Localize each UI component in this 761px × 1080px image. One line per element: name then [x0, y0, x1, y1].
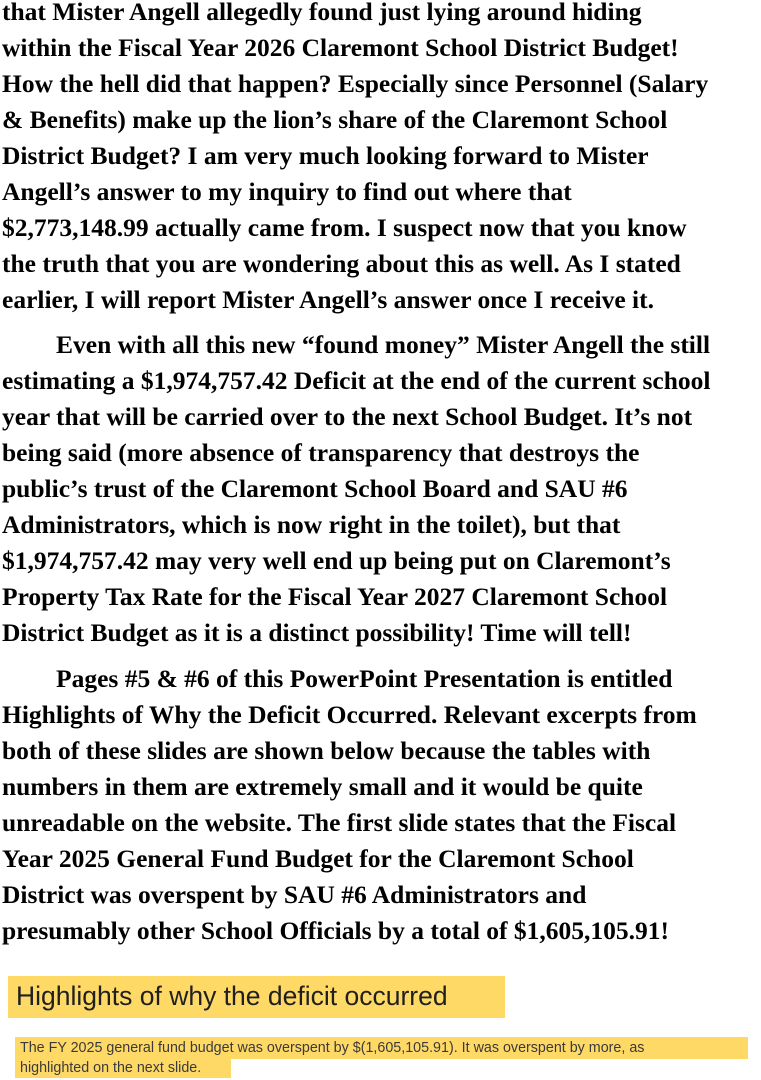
paragraph-line: Angell’s answer to my inquiry to find out where that: [2, 177, 572, 206]
paragraph-line: Property Tax Rate for the Fiscal Year 2027 Claremont School: [2, 582, 668, 611]
paragraph-2: [2, 327, 710, 651]
paragraph-line: Highlights of Why the Deficit Occurred. Relevant excerpts from: [2, 700, 697, 729]
paragraph-3: [2, 661, 697, 949]
paragraph-line: public’s trust of the Claremont School Board and SAU #6: [2, 474, 628, 503]
paragraph-line: Year 2025 General Fund Budget for the Claremont School: [2, 844, 634, 873]
paragraph-line: earlier, I will report Mister Angell’s answer once I receive it.: [2, 285, 654, 314]
paragraph-line: & Benefits) make up the lion’s share of the Claremont School: [2, 105, 668, 134]
paragraph-line: District Budget? I am very much looking forward to Mister: [2, 141, 649, 170]
paragraph-line: Even with all this new “found money” Mister Angell the still: [56, 330, 711, 359]
paragraph-line: $2,773,148.99 actually came from. I suspect now that you know: [2, 213, 687, 242]
paragraph-line: within the Fiscal Year 2026 Claremont School District Budget!: [2, 33, 679, 62]
paragraph-line: presumably other School Officials by a total of $1,605,105.91!: [2, 916, 670, 945]
paragraph-1: [2, 0, 708, 318]
paragraph-line: How the hell did that happen? Especially since Personnel (Salary: [2, 69, 709, 98]
paragraph-line: the truth that you are wondering about this as well. As I stated: [2, 249, 681, 278]
paragraph-line: year that will be carried over to the next School Budget. It’s not: [2, 402, 693, 431]
paragraph-line: estimating a $1,974,757.42 Deficit at the end of the current school: [2, 366, 711, 395]
slide-body-line: The FY 2025 general fund budget was overspent by $(1,605,105.91). It was overspent by more, as: [20, 1040, 645, 1056]
paragraph-line: District Budget as it is a distinct possibility! Time will tell!: [2, 618, 632, 647]
paragraph-line: that Mister Angell allegedly found just lying around hiding: [2, 0, 642, 26]
paragraph-line: being said (more absence of transparency that destroys the: [2, 438, 640, 467]
paragraph-line: District was overspent by SAU #6 Administrators and: [2, 880, 587, 909]
paragraph-line: unreadable on the website. The first slide states that the Fiscal: [2, 808, 677, 837]
paragraph-line: both of these slides are shown below because the tables with: [2, 736, 651, 765]
slide-body-line: highlighted on the next slide.: [20, 1060, 202, 1076]
paragraph-line: Administrators, which is now right in the toilet), but that: [2, 510, 621, 539]
slide-body-text: [20, 1038, 760, 1078]
paragraph-line: numbers in them are extremely small and it would be quite: [2, 772, 643, 801]
paragraph-line: $1,974,757.42 may very well end up being put on Claremont’s: [2, 546, 671, 575]
slide-heading: Highlights of why the deficit occurred: [16, 981, 448, 1011]
paragraph-line: Pages #5 & #6 of this PowerPoint Presentation is entitled: [56, 664, 673, 693]
